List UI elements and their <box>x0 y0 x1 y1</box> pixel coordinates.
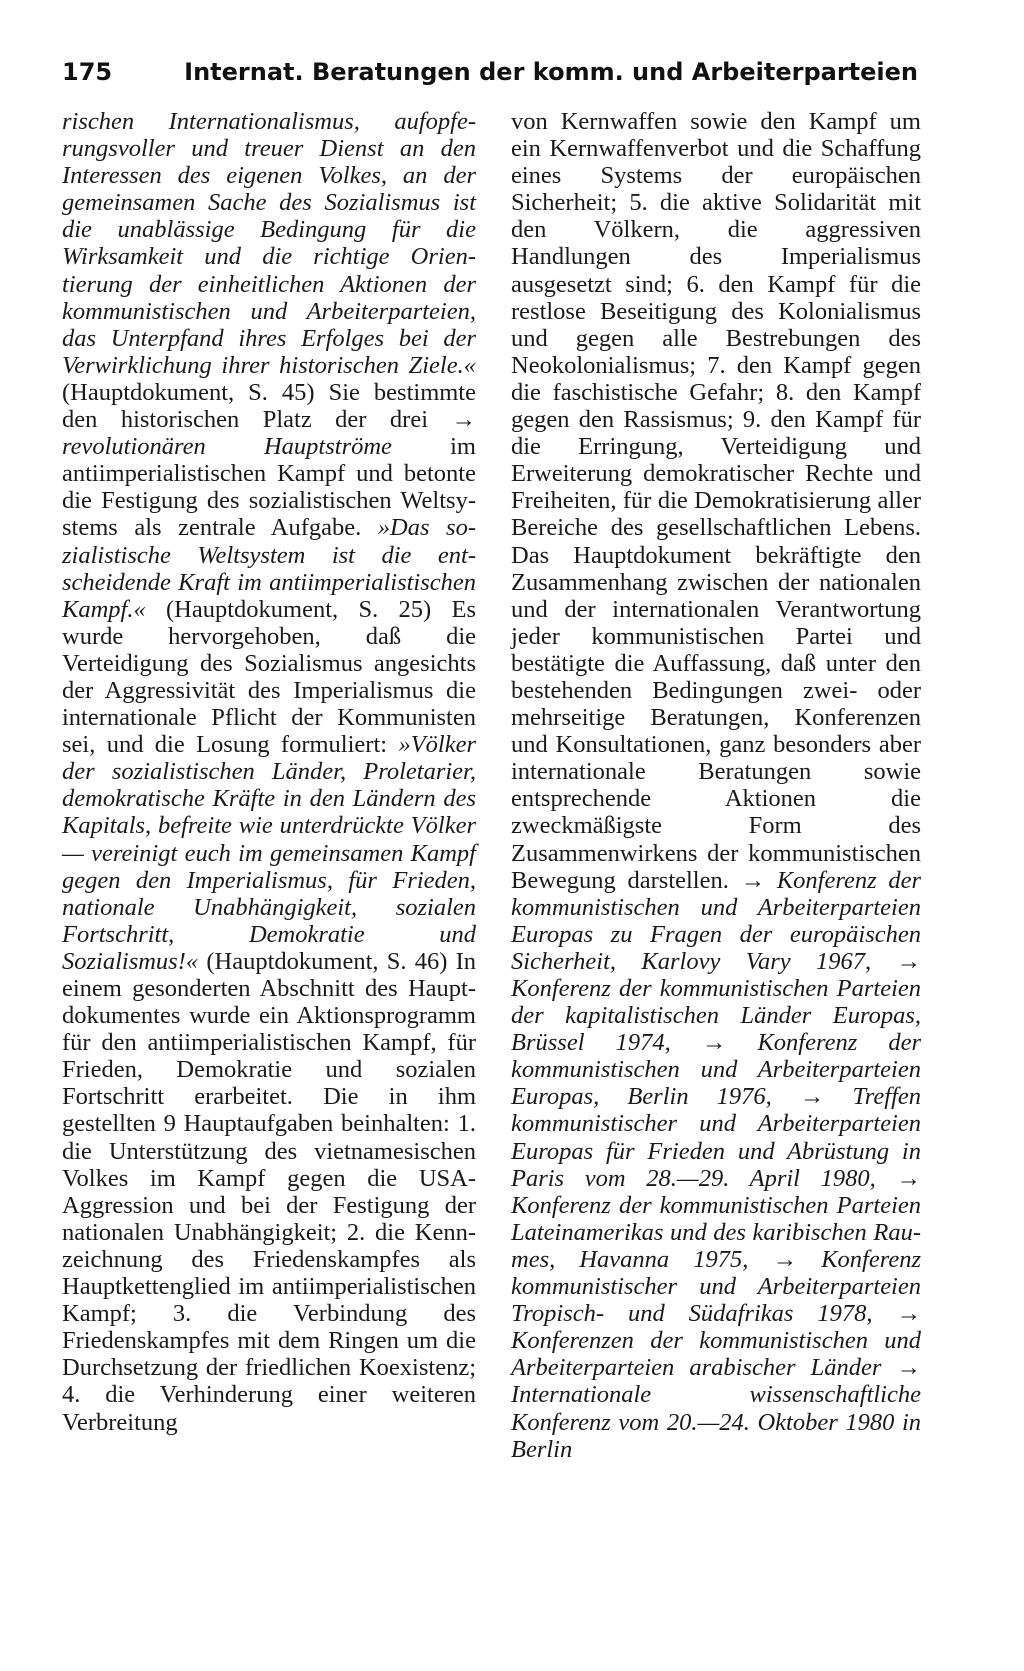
italic-text-run: Konferenz der kommunistischen und Arbeiterparteien Europas, Berlin 1976, <box>511 1029 922 1111</box>
text-run: → <box>748 1245 822 1273</box>
italic-text-run: Konferenzen der kommunistischen und Arbeiterparteien arabischer Länder <box>511 1327 921 1382</box>
text-run: im antiimperialistischen Kampf und betonte die Festigung des sozialistischen Weltsystems als zentrale Aufgabe. <box>62 433 476 542</box>
italic-text-run: Konferenz der kommunistischen Parteien der kapitalistischen Länder Europas, Brüssel 1974, <box>511 975 921 1057</box>
italic-text-run: »Das sozialistische Weltsystem ist die entscheidende Kraft im antiimperialistischen Kampf.« <box>62 514 476 623</box>
italic-text-run: Konferenz der kommunistischen und Arbeiterparteien Europas zu Fragen der europäischen Sicherheit, Karlovy Vary 1967, <box>511 866 921 975</box>
italic-text-run: revolutionären Hauptströme <box>62 433 392 461</box>
text-run: (Hauptdokument, S. 25) Es wurde hervorgehoben, daß die Verteidigung des Sozialismus angesichts der Aggressivität des Imperialismus die internationale Pflicht der Kommunisten sei, und die Losung formuliert: <box>62 595 476 759</box>
text-run: → <box>872 1300 921 1328</box>
italic-text-run: Treffen kommunistischer und Arbeiterparteien Europas für Frieden und Abrüstung in Paris vom 28.—29. April 1980, <box>511 1083 921 1192</box>
text-run: → <box>871 947 922 975</box>
text-run: → <box>881 1354 921 1382</box>
page-number: 175 <box>62 58 113 86</box>
italic-text-run: Internationale wissenschaftliche Konferenz vom 20.—24. Oktober 1980 in Berlin <box>511 1381 921 1463</box>
italic-text-run: Konferenz der kommunistischen Parteien Lateinamerikas und des karibischen Raumes, Havanna 1975, <box>511 1191 921 1273</box>
text-run: (Hauptdokument, S. 45) Sie bestimmte den historischen Platz der drei → <box>62 378 476 434</box>
text-run: → <box>875 1164 921 1192</box>
italic-text-run: rischen Internationalismus, aufopferungsvoller und treuer Dienst an den Interessen des eigenen Volkes, an der gemeinsamen Sache des Sozialismus ist die unablässige Bedingung für die Wirksamkeit und die richtige Orientierung der einheitlichen Aktionen der kommunistischen und Arbeiterparteien, das Unterpfand ihres Erfolges bei der Verwirklichung ihrer historischen Ziele.« <box>62 108 476 379</box>
text-run: (Hauptdokument, S. 46) In einem gesonderten Abschnitt des Hauptdokumentes wurde ein Aktionsprogramm für den antiimperialistischen Kampf, für Frieden, Demokratie und sozialen Fortschritt erarbeitet. Die in ihm gestellten 9 Hauptaufgaben beinhalten: 1. die Unterstützung des vietnamesischen Volkes im Kampf gegen die USA-Aggression und bei der Festigung der nationalen Unabhängigkeit; 2. die Kennzeichnung des Friedenskampfes als Hauptkettenglied im antiimperialistischen Kampf; 3. die Verbindung des Friedenskampfes mit dem Ringen um die Durchsetzung der friedlichen Koexistenz; 4. die Verhinderung einer weiteren Verbreitung <box>62 947 476 1436</box>
text-run: → <box>670 1029 758 1057</box>
italic-text-run: »Völker der sozialistischen Länder, Proletarier, demokratische Kräfte in den Ländern des Kapitals, befreite wie unterdrückte Völker — vereinigt euch im gemeinsamen Kampf gegen den Imperialismus, für Frieden, nationale Unabhängigkeit, sozialen Fortschritt, Demokratie und Sozialismus!« <box>62 731 476 975</box>
running-head: Internat. Beratungen der komm. und Arbeiterparteien <box>184 58 918 86</box>
italic-text-run: Konferenz kommunistischer und Arbeiterparteien Tropisch- und Südafrikas 1978, <box>511 1245 922 1328</box>
text-run: von Kernwaffen sowie den Kampf um ein Kernwaffenverbot und die Schaffung eines Systems der europäischen Sicherheit; 5. die aktive Solidarität mit den Völkern, die aggressiven Handlungen des Imperialismus ausgesetzt sind; 6. den Kampf für die restlose Beseitigung des Kolonialismus und gegen alle Bestrebungen des Neokolonialismus; 7. den Kampf gegen die faschistische Gefahr; 8. den Kampf gegen den Rassismus; 9. den Kampf für die Erringung, Verteidigung und Erweiterung demokratischer Rechte und Freiheiten, für die Demokratisierung aller Bereiche des gesellschaftlichen Lebens. Das Hauptdokument bekräftigte den Zusammenhang zwischen der nationalen und der internationalen Verantwortung jeder kommunistischen Partei und bestätigte die Auffassung, daß unter den bestehenden Bedingungen zwei- oder mehrseitige Beratungen, Konferenzen und Konsultationen, ganz besonders aber internationale Beratungen sowie entsprechende Aktionen die zweckmäßigste Form des Zusammenwirkens der kommunistischen Bewegung darstellen. → <box>511 108 921 894</box>
page-header <box>62 50 918 94</box>
text-run: → <box>771 1083 853 1111</box>
text-column-left <box>62 108 476 1436</box>
text-column-right <box>511 108 921 1463</box>
